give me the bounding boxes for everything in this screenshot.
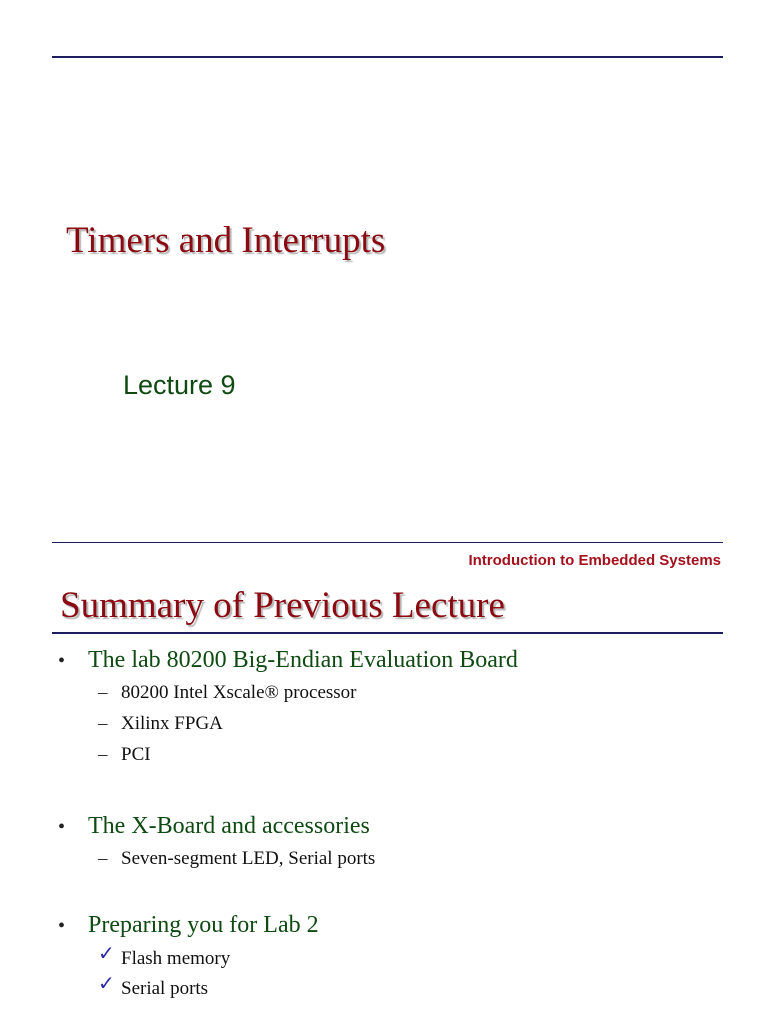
title-underline-rule <box>52 632 723 634</box>
slide-title: Timers and Interrupts <box>66 220 386 261</box>
lecture-number: Lecture 9 <box>123 370 236 400</box>
bullet-icon: • <box>58 650 66 672</box>
sub-item <box>98 745 151 764</box>
dash-icon: – <box>98 848 108 869</box>
checkmark-icon: ✓ <box>98 941 115 965</box>
sub-item <box>98 683 357 702</box>
sub-item-text: Seven-segment LED, Serial ports <box>121 848 376 869</box>
dash-icon: – <box>98 682 108 703</box>
bullet-icon: • <box>58 915 66 937</box>
bullet-text: The lab 80200 Big-Endian Evaluation Board <box>88 647 518 673</box>
check-item <box>98 941 231 969</box>
bullet-text: The X-Board and accessories <box>88 813 370 839</box>
bullet-text: Preparing you for Lab 2 <box>88 912 319 938</box>
course-header: Introduction to Embedded Systems <box>468 552 721 569</box>
bullet-item-lab2 <box>58 913 319 937</box>
checkmark-icon: ✓ <box>98 971 115 995</box>
dash-icon: – <box>98 744 108 765</box>
sub-item <box>98 714 223 733</box>
top-rule <box>52 56 723 58</box>
sub-item-text: Xilinx FPGA <box>121 713 223 734</box>
bullet-item-x-board <box>58 814 370 838</box>
check-item-text: Serial ports <box>121 978 209 999</box>
summary-title: Summary of Previous Lecture <box>60 585 505 626</box>
dash-icon: – <box>98 713 108 734</box>
check-item-text: Flash memory <box>121 948 231 969</box>
sub-item-text: 80200 Intel Xscale® processor <box>121 682 357 703</box>
slide-divider-rule <box>52 542 723 543</box>
bullet-icon: • <box>58 816 66 838</box>
sub-item <box>98 849 375 868</box>
bullet-item-eval-board <box>58 648 518 672</box>
check-item <box>98 971 209 999</box>
sub-item-text: PCI <box>121 744 151 765</box>
